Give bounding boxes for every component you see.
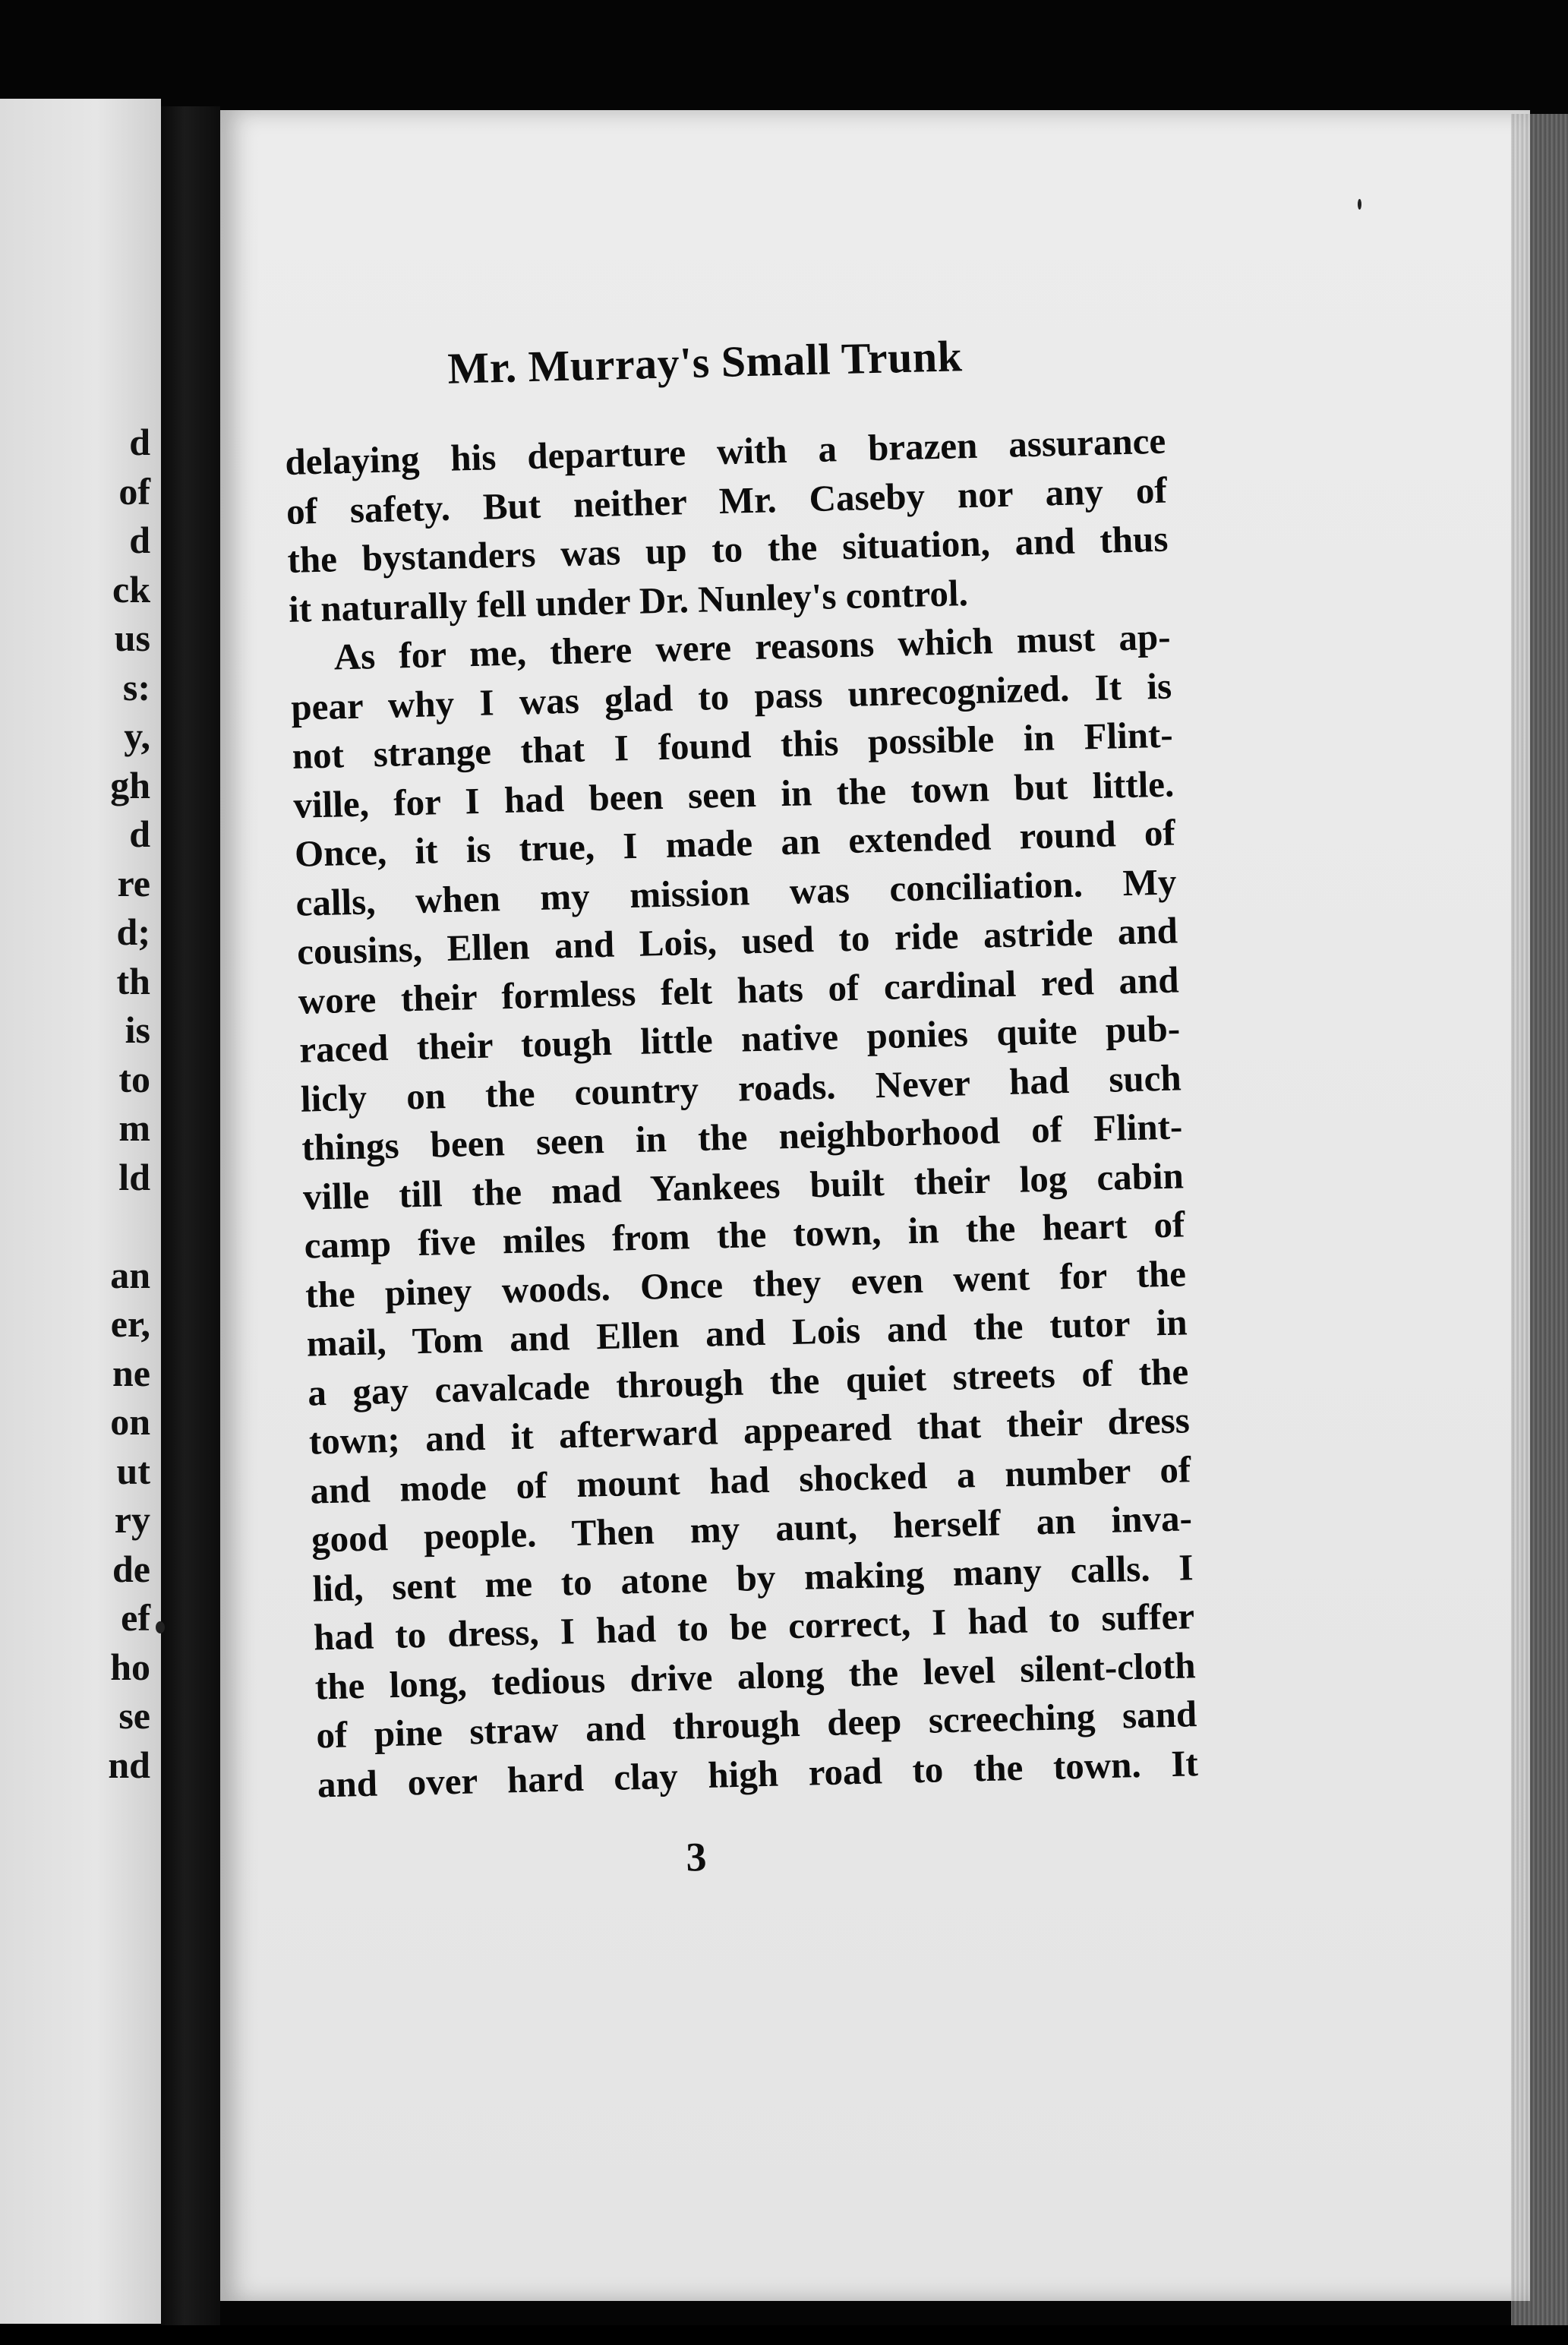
fragment-line: ne xyxy=(112,1351,150,1394)
fragment-line: ld xyxy=(118,1155,150,1198)
fragment-line: y, xyxy=(124,715,150,757)
text-line: delaying his departure with a brazen assurance xyxy=(284,419,1166,483)
body-text xyxy=(285,417,1199,1810)
fragment-line: on xyxy=(110,1400,150,1443)
text-line: the long, tedious drive along the level silent-cloth xyxy=(314,1643,1197,1707)
text-line: not strange that I found this possible in Flint- xyxy=(292,713,1174,777)
text-line: cousins, Ellen and Lois, used to ride astride and xyxy=(296,909,1178,973)
text-line: Once, it is true, I made an extended round of xyxy=(294,811,1176,875)
fragment-line: s: xyxy=(122,665,150,709)
fragment-line: nd xyxy=(108,1743,150,1786)
scan-speck xyxy=(156,1621,165,1633)
running-head: Mr. Murray's Small Trunk xyxy=(446,331,964,393)
fragment-line: ut xyxy=(116,1449,150,1492)
fragment-line: gh xyxy=(110,763,150,806)
fragment-line: is xyxy=(125,1008,150,1051)
text-line: the bystanders was up to the situation, and thus xyxy=(286,517,1169,581)
text-line: licly on the country roads. Never had such xyxy=(300,1056,1182,1120)
text-line: ville till the mad Yankees built their log cabin xyxy=(302,1154,1185,1218)
fragment-line: d xyxy=(129,813,150,855)
text-line: and over hard clay high road to the town. It xyxy=(317,1741,1199,1805)
fragment-line: d xyxy=(129,421,150,463)
text-line: wore their formless felt hats of cardinal red and xyxy=(298,958,1180,1022)
text-line: the piney woods. Once they even went for the xyxy=(304,1251,1187,1316)
text-line: of pine straw and through deep screeching sand xyxy=(315,1693,1197,1756)
fragment-line: se xyxy=(118,1694,150,1737)
fragment-line: m xyxy=(118,1106,150,1149)
fragment-line: er, xyxy=(110,1302,150,1345)
text-line: good people. Then my aunt, herself an inva- xyxy=(311,1497,1193,1561)
text-line: a gay cavalcade through the quiet streets of the xyxy=(307,1349,1189,1414)
fragment-line: re xyxy=(117,861,150,904)
page-number: 3 xyxy=(685,1833,708,1880)
text-line: it naturally fell under Dr. Nunley's control. xyxy=(288,571,969,630)
text-line: things been seen in the neighborhood of Flint- xyxy=(301,1105,1183,1169)
fragment-line: of xyxy=(118,469,150,513)
fragment-line: ho xyxy=(110,1645,150,1688)
text-line: town; and it afterward appeared that their dress xyxy=(308,1399,1191,1463)
text-line: ville, for I had been seen in the town but little. xyxy=(292,762,1175,826)
fragment-line: ef xyxy=(121,1596,150,1639)
text-line: had to dress, I had to be correct, I had to suffer xyxy=(313,1595,1195,1659)
text-line: and mode of mount had shocked a number of xyxy=(309,1447,1191,1512)
text-line: of safety. But neither Mr. Caseby nor any of xyxy=(286,469,1168,532)
fragment-line: d xyxy=(129,519,150,561)
text-line: camp five miles from the town, in the heart of xyxy=(303,1203,1185,1267)
fragment-line: ck xyxy=(112,567,150,611)
text-line: lid, sent me to atone by making many calls. I xyxy=(312,1545,1194,1610)
fragment-line: us xyxy=(114,617,150,659)
text-line: pear why I was glad to pass unrecognized. It is xyxy=(290,664,1172,728)
text-line: mail, Tom and Ellen and Lois and the tutor in xyxy=(306,1301,1188,1365)
fragment-line: to xyxy=(118,1057,150,1100)
text-line: raced their tough little native ponies quite pub- xyxy=(298,1007,1181,1071)
fragment-line: d; xyxy=(116,911,150,953)
fragment-line: th xyxy=(116,959,150,1002)
text-line: As for me, there were reasons which must ap- xyxy=(333,615,1172,678)
scan-speck xyxy=(1358,199,1361,210)
fragment-line: ry xyxy=(114,1498,150,1541)
fragment-line: an xyxy=(110,1253,150,1296)
text-line: calls, when my mission was conciliation. My xyxy=(295,860,1177,924)
fragment-line: de xyxy=(112,1547,150,1590)
